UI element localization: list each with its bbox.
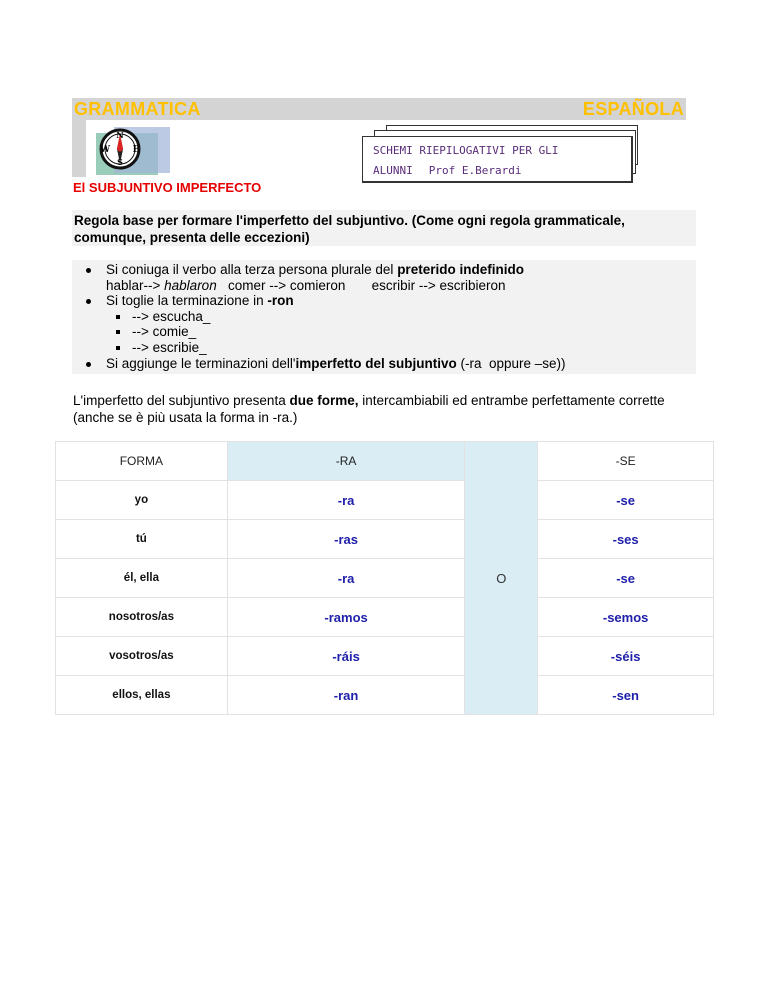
intro-paragraph <box>73 392 703 426</box>
se-ending-cell: -semos <box>538 598 714 637</box>
header-right-title: ESPAÑOLA <box>582 99 684 119</box>
square-bullet-icon <box>116 346 120 350</box>
header-ra: -RA <box>227 442 465 481</box>
step-3-bold: imperfetto del subjuntivo <box>295 355 457 371</box>
ra-ending-cell: -ra <box>227 559 465 598</box>
header-se: -SE <box>538 442 714 481</box>
sub-step-2-text: --> comie_ <box>132 324 197 340</box>
conjugation-table <box>55 441 714 715</box>
sub-step-1-text: --> escucha_ <box>132 308 211 324</box>
step-1 <box>74 262 694 293</box>
ra-ending-cell: -ra <box>227 481 465 520</box>
notecard-stack <box>360 125 640 187</box>
notecard-line1: SCHEMI RIEPILOGATIVI PER GLI <box>373 144 559 157</box>
step-1-bold: preterido indefinido <box>397 262 524 277</box>
step-2-bold: -ron <box>267 293 294 309</box>
se-ending-cell: -se <box>538 559 714 598</box>
step-3-tail: (-ra oppure –se)) <box>456 355 566 371</box>
notecard-alunni: ALUNNI <box>373 164 413 177</box>
ra-ending-cell: -ramos <box>227 598 465 637</box>
table-row <box>56 637 714 676</box>
sub-step-2 <box>74 324 694 340</box>
table-row <box>56 481 714 520</box>
step-1-example-b: comer --> comieron escribir --> escribieron <box>216 277 506 293</box>
or-separator: O <box>465 442 538 715</box>
notecard-author: Prof E.Berardi <box>428 164 522 177</box>
compass-e: E <box>132 145 140 155</box>
sub-step-3 <box>74 340 694 356</box>
ra-ending-cell: -ras <box>227 520 465 559</box>
compass-logo-icon <box>90 125 172 177</box>
para-bold: due forme, <box>289 393 359 408</box>
sub-step-1 <box>74 309 694 325</box>
bullet-icon <box>86 362 91 367</box>
header-left-title: GRAMMATICA <box>74 99 201 119</box>
square-bullet-icon <box>116 315 120 319</box>
ra-ending-cell: -ráis <box>227 637 465 676</box>
compass-n: N <box>116 130 124 140</box>
notecard-front <box>362 136 633 183</box>
para-text-b: intercambiabili ed entrambe perfettamente corrette (anche se è più usata la forma in -ra.) <box>73 393 665 425</box>
bullet-icon <box>86 299 91 304</box>
step-2 <box>74 293 694 309</box>
compass-w: W <box>99 145 111 155</box>
table-row <box>56 676 714 715</box>
se-ending-cell: -séis <box>538 637 714 676</box>
person-cell: él, ella <box>56 559 228 598</box>
step-2-text: Si toglie la terminazione in <box>106 293 268 309</box>
header-forma: FORMA <box>56 442 228 481</box>
person-cell: vosotros/as <box>56 637 228 676</box>
se-ending-cell: -se <box>538 481 714 520</box>
bullet-icon <box>86 268 91 273</box>
compass-s: S <box>117 157 123 167</box>
rule-text: Regola base per formare l'imperfetto del subjuntivo. (Come ogni regola grammaticale, comunque, presenta delle eccezioni) <box>74 213 625 245</box>
header-banner <box>72 98 686 120</box>
para-text-a: L'imperfetto del subjuntivo presenta <box>73 393 290 408</box>
person-cell: tú <box>56 520 228 559</box>
person-cell: nosotros/as <box>56 598 228 637</box>
step-3-text: Si aggiunge le terminazioni dell' <box>106 355 296 371</box>
person-cell: yo <box>56 481 228 520</box>
step-3 <box>74 356 694 372</box>
ra-ending-cell: -ran <box>227 676 465 715</box>
person-cell: ellos, ellas <box>56 676 228 715</box>
se-ending-cell: -ses <box>538 520 714 559</box>
sub-step-3-text: --> escribie_ <box>132 339 207 355</box>
table-row <box>56 598 714 637</box>
notecard-text <box>373 141 628 181</box>
steps-list <box>74 262 694 371</box>
header-side-bar <box>72 120 86 177</box>
step-1-text: Si coniuga il verbo alla terza persona plurale del <box>106 262 398 277</box>
square-bullet-icon <box>116 330 120 334</box>
se-ending-cell: -sen <box>538 676 714 715</box>
table-row <box>56 520 714 559</box>
table-row <box>56 559 714 598</box>
table-header-row <box>56 442 714 481</box>
step-1-example-a: hablar--> <box>106 277 165 293</box>
notecard-line2 <box>373 161 628 181</box>
step-1-example-italic: hablaron <box>164 277 217 293</box>
page-title: El SUBJUNTIVO IMPERFECTO <box>73 180 262 195</box>
